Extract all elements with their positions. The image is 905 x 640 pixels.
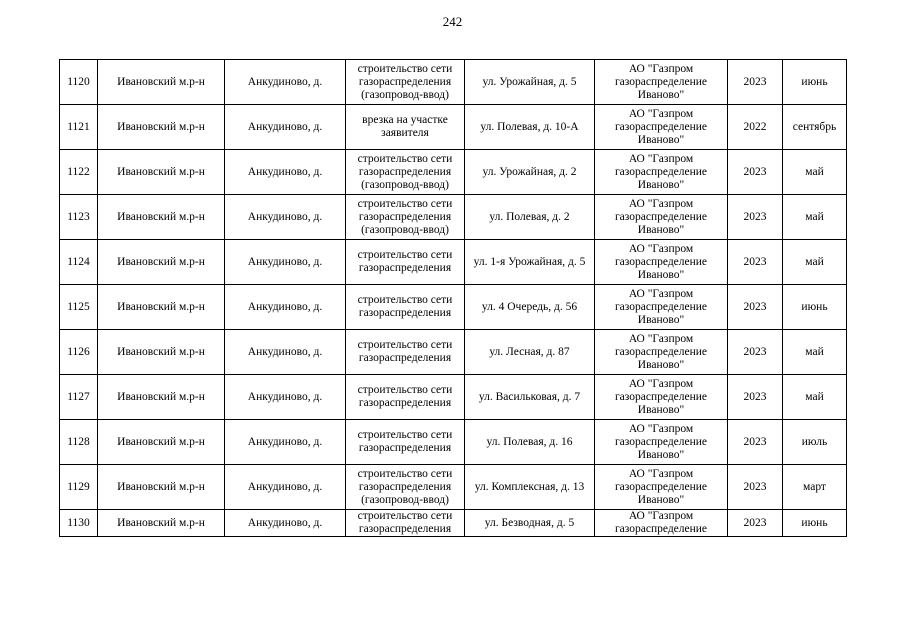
work-type-cell: строительство сети газораспределения — [346, 285, 465, 330]
month-cell: май — [783, 150, 847, 195]
table-row — [60, 195, 847, 240]
row-number: 1122 — [60, 150, 98, 195]
settlement-cell: Анкудиново, д. — [225, 240, 346, 285]
settlement-cell: Анкудиново, д. — [225, 330, 346, 375]
table-row — [60, 285, 847, 330]
district-cell: Ивановский м.р-н — [98, 285, 225, 330]
table-row — [60, 420, 847, 465]
work-type-cell: строительство сети газораспределения — [346, 375, 465, 420]
settlement-cell: Анкудиново, д. — [225, 375, 346, 420]
work-type-cell: строительство сети газораспределения (газопровод-ввод) — [346, 195, 465, 240]
month-cell: май — [783, 240, 847, 285]
district-cell: Ивановский м.р-н — [98, 420, 225, 465]
organization-cell: АО "Газпром газораспределение Иваново" — [595, 195, 728, 240]
settlement-cell: Анкудиново, д. — [225, 60, 346, 105]
address-cell: ул. 1-я Урожайная, д. 5 — [465, 240, 595, 285]
row-number: 1130 — [60, 510, 98, 537]
row-number: 1126 — [60, 330, 98, 375]
organization-cell: АО "Газпром газораспределение — [595, 510, 728, 537]
row-number: 1123 — [60, 195, 98, 240]
year-cell: 2023 — [728, 330, 783, 375]
work-type-cell: строительство сети газораспределения (газопровод-ввод) — [346, 150, 465, 195]
district-cell: Ивановский м.р-н — [98, 60, 225, 105]
settlement-cell: Анкудиново, д. — [225, 195, 346, 240]
table-row — [60, 330, 847, 375]
month-cell: июнь — [783, 60, 847, 105]
address-cell: ул. Урожайная, д. 5 — [465, 60, 595, 105]
settlement-cell: Анкудиново, д. — [225, 465, 346, 510]
month-cell: май — [783, 375, 847, 420]
district-cell: Ивановский м.р-н — [98, 330, 225, 375]
work-type-cell: строительство сети газораспределения (газопровод-ввод) — [346, 465, 465, 510]
page-number: 242 — [442, 14, 463, 29]
month-cell: июнь — [783, 285, 847, 330]
year-cell: 2023 — [728, 510, 783, 537]
year-cell: 2023 — [728, 150, 783, 195]
table-row — [60, 60, 847, 105]
month-cell: март — [783, 465, 847, 510]
row-number: 1120 — [60, 60, 98, 105]
district-cell: Ивановский м.р-н — [98, 510, 225, 537]
organization-cell: АО "Газпром газораспределение Иваново" — [595, 330, 728, 375]
work-type-cell: строительство сети газораспределения — [346, 330, 465, 375]
year-cell: 2023 — [728, 465, 783, 510]
row-number: 1128 — [60, 420, 98, 465]
address-cell: ул. 4 Очередь, д. 56 — [465, 285, 595, 330]
organization-cell: АО "Газпром газораспределение Иваново" — [595, 60, 728, 105]
address-cell: ул. Полевая, д. 2 — [465, 195, 595, 240]
organization-cell: АО "Газпром газораспределение Иваново" — [595, 465, 728, 510]
table-row — [60, 150, 847, 195]
address-cell: ул. Безводная, д. 5 — [465, 510, 595, 537]
organization-cell: АО "Газпром газораспределение Иваново" — [595, 375, 728, 420]
settlement-cell: Анкудиново, д. — [225, 285, 346, 330]
settlement-cell: Анкудиново, д. — [225, 510, 346, 537]
year-cell: 2023 — [728, 375, 783, 420]
district-cell: Ивановский м.р-н — [98, 375, 225, 420]
settlement-cell: Анкудиново, д. — [225, 420, 346, 465]
work-type-cell: строительство сети газораспределения (газопровод-ввод) — [346, 60, 465, 105]
year-cell: 2023 — [728, 195, 783, 240]
settlement-cell: Анкудиново, д. — [225, 105, 346, 150]
year-cell: 2023 — [728, 240, 783, 285]
district-cell: Ивановский м.р-н — [98, 195, 225, 240]
address-cell: ул. Урожайная, д. 2 — [465, 150, 595, 195]
year-cell: 2023 — [728, 60, 783, 105]
district-cell: Ивановский м.р-н — [98, 105, 225, 150]
row-number: 1121 — [60, 105, 98, 150]
organization-cell: АО "Газпром газораспределение Иваново" — [595, 105, 728, 150]
month-cell: сентябрь — [783, 105, 847, 150]
table-row — [60, 510, 847, 537]
month-cell: май — [783, 195, 847, 240]
address-cell: ул. Полевая, д. 10-А — [465, 105, 595, 150]
month-cell: май — [783, 330, 847, 375]
organization-cell: АО "Газпром газораспределение Иваново" — [595, 150, 728, 195]
address-cell: ул. Комплексная, д. 13 — [465, 465, 595, 510]
year-cell: 2022 — [728, 105, 783, 150]
year-cell: 2023 — [728, 285, 783, 330]
organization-cell: АО "Газпром газораспределение Иваново" — [595, 285, 728, 330]
month-cell: июль — [783, 420, 847, 465]
work-type-cell: строительство сети газораспределения — [346, 240, 465, 285]
address-cell: ул. Лесная, д. 87 — [465, 330, 595, 375]
district-cell: Ивановский м.р-н — [98, 465, 225, 510]
work-type-cell: строительство сети газораспределения — [346, 420, 465, 465]
table-row — [60, 240, 847, 285]
table-row — [60, 465, 847, 510]
row-number: 1127 — [60, 375, 98, 420]
district-cell: Ивановский м.р-н — [98, 240, 225, 285]
row-number: 1129 — [60, 465, 98, 510]
organization-cell: АО "Газпром газораспределение Иваново" — [595, 420, 728, 465]
district-cell: Ивановский м.р-н — [98, 150, 225, 195]
gas-connection-table — [59, 59, 847, 537]
work-type-cell: врезка на участке заявителя — [346, 105, 465, 150]
row-number: 1124 — [60, 240, 98, 285]
table-row — [60, 105, 847, 150]
address-cell: ул. Васильковая, д. 7 — [465, 375, 595, 420]
organization-cell: АО "Газпром газораспределение Иваново" — [595, 240, 728, 285]
settlement-cell: Анкудиново, д. — [225, 150, 346, 195]
month-cell: июнь — [783, 510, 847, 537]
year-cell: 2023 — [728, 420, 783, 465]
table-row — [60, 375, 847, 420]
work-type-cell: строительство сети газораспределения — [346, 510, 465, 537]
address-cell: ул. Полевая, д. 16 — [465, 420, 595, 465]
row-number: 1125 — [60, 285, 98, 330]
